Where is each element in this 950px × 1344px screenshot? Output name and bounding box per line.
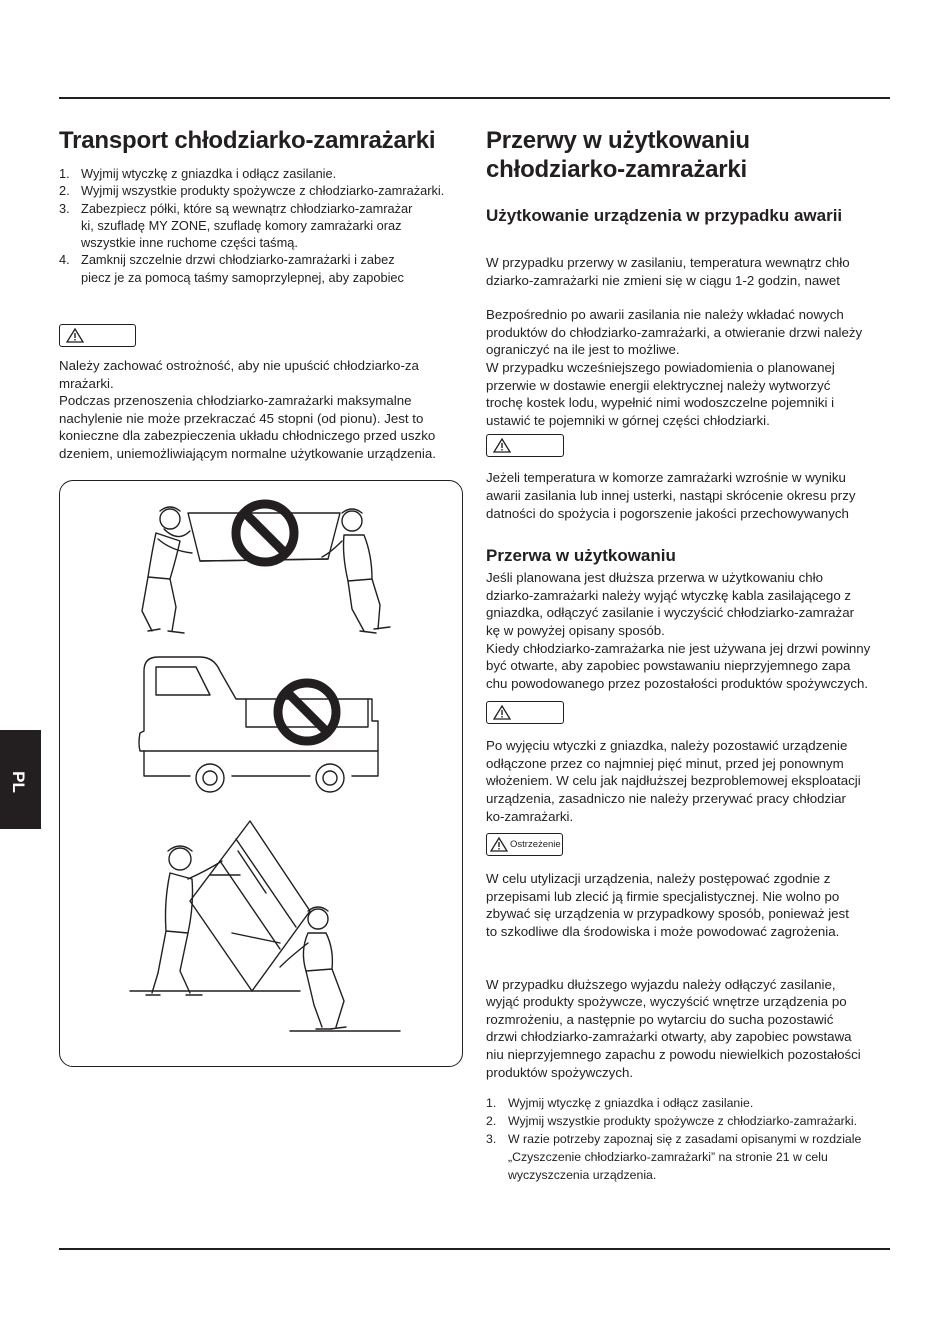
text-line: awarii zasilania lub innej usterki, nastąpi skrócenie okresu przy	[486, 487, 856, 503]
list-number: 3.	[486, 1132, 497, 1147]
top-rule	[59, 97, 890, 99]
text-line: datności do spożycia i pogorszenie jakości przechowywanych	[486, 505, 849, 521]
text-line: zbywać się urządzenia w przypadkowy sposób, ponieważ jest	[486, 906, 849, 922]
tilted-fridge-scene	[130, 821, 400, 1031]
absence-steps	[486, 1094, 896, 1184]
warning-box	[486, 701, 564, 724]
list-item-line: piecz je za pomocą taśmy samoprzylepnej, aby zapobiec	[81, 269, 404, 285]
list-item	[59, 182, 464, 199]
disposal-text	[486, 870, 896, 940]
list-number: 1.	[59, 166, 70, 181]
list-item-line: wyczyszczenia urządzenia.	[508, 1168, 657, 1183]
list-item	[59, 165, 464, 182]
text-line: to szkodliwe dla środowiska i może powodować zagrożenia.	[486, 924, 840, 940]
truck-scene	[139, 657, 378, 792]
list-item-line: Wyjmij wtyczkę z gniazdka i odłącz zasilanie.	[508, 1096, 754, 1111]
break-heading-line-2: chłodziarko-zamrażarki	[486, 156, 748, 183]
text-line: ustawić te pojemniki w górnej części chłodziarki.	[486, 412, 770, 428]
list-item	[59, 251, 464, 286]
list-number: 1.	[486, 1096, 497, 1111]
text-line: Jeśli planowana jest dłuższa przerwa w użytkowaniu chło	[486, 570, 824, 586]
text-line: przerwie w dostawie energii elektrycznej należy wytworzyć	[486, 377, 831, 393]
text-line: przepisami lub zlecić ją firmie specjalistycznej. Nie wolno po	[486, 888, 840, 904]
usage-break-subheading: Przerwa w użytkowaniu	[486, 546, 676, 566]
list-item-line: „Czyszczenie chłodziarko-zamrażarki” na stronie 21 w celu	[508, 1150, 828, 1165]
text-line: Podczas przenoszenia chłodziarko-zamrażarki maksymalne	[59, 393, 412, 409]
list-item	[486, 1130, 896, 1184]
list-item-line: Zamknij szczelnie drzwi chłodziarko-zamrażarki i zabez	[81, 252, 395, 268]
power-failure-subheading: Użytkowanie urządzenia w przypadku awarii	[486, 206, 843, 225]
list-item-line: Wyjmij wtyczkę z gniazdka i odłącz zasilanie.	[81, 166, 337, 181]
warning-triangle-icon	[493, 438, 511, 453]
text-line: dziarko-zamrażarki należy wyjąć wtyczkę kabla zasilającego z	[486, 587, 852, 603]
warning-triangle-icon	[490, 837, 508, 852]
warning-box	[486, 434, 564, 457]
text-line: dzeniem, uniemożliwiającym normalne użytkowanie urządzenia.	[59, 446, 436, 462]
language-tab-label: PL	[8, 771, 28, 793]
list-item	[486, 1094, 896, 1112]
power-failure-text	[486, 254, 896, 289]
list-item-line: Wyjmij wszystkie produkty spożywcze z chłodziarko-zamrażarki.	[508, 1114, 858, 1129]
text-line: trochę kostek lodu, wypełnić nimi wodoszczelne pojemniki i	[486, 395, 835, 411]
unplug-text	[486, 737, 896, 825]
text-line: W przypadku przerwy w zasilaniu, temperatura wewnątrz chło	[486, 255, 850, 270]
warning-label: Ostrzeżenie	[510, 839, 561, 851]
text-line: rozmrożeniu, a następnie po wytarciu do sucha pozostawić	[486, 1011, 834, 1027]
list-item-line: Zabezpiecz półki, które są wewnątrz chłodziarko-zamrażar	[81, 200, 413, 216]
text-line: wyjąć produkty spożywcze, wyczyścić wnętrze urządzenia po	[486, 994, 847, 1010]
bottom-rule	[59, 1248, 890, 1250]
language-tab	[0, 730, 41, 829]
text-line: W celu utylizacji urządzenia, należy postępować zgodnie z	[486, 871, 831, 887]
text-line: W przypadku wcześniejszego powiadomienia o planowanej	[486, 359, 835, 375]
long-absence-text	[486, 976, 896, 1082]
text-line: mrażarki.	[59, 375, 114, 391]
text-line: drzwi chłodziarko-zamrażarki otwarty, aby zapobiec powstawa	[486, 1029, 852, 1045]
list-item-line: W razie potrzeby zapoznaj się z zasadami opisanymi w rozdziale	[508, 1132, 862, 1147]
transport-steps	[59, 165, 464, 286]
usage-break-text	[486, 569, 896, 692]
carry-horizontal-scene	[142, 507, 390, 633]
list-item	[486, 1112, 896, 1130]
transport-illustration	[59, 480, 463, 1067]
text-line: Po wyjęciu wtyczki z gniazdka, należy pozostawić urządzenie	[486, 738, 848, 754]
list-number: 4.	[59, 252, 70, 268]
text-line: chu powodowanego przez pozostałości produktów spożywczych.	[486, 675, 869, 691]
break-heading-line-1: Przerwy w użytkowaniu	[486, 127, 750, 154]
right-column	[486, 126, 896, 1184]
list-item-line: Wyjmij wszystkie produkty spożywcze z chłodziarko-zamrażarki.	[81, 183, 445, 199]
text-line: ograniczyć na ile jest to możliwe.	[486, 342, 680, 358]
prohibited-icon	[278, 683, 336, 741]
text-line: urządzenia, zasadniczo nie należy przerywać pracy chłodziar	[486, 791, 846, 807]
break-heading	[486, 126, 896, 184]
warning-triangle-icon	[66, 328, 84, 343]
text-line: Kiedy chłodziarko-zamrażarka nie jest używana jej drzwi powinny	[486, 640, 871, 656]
text-line: Bezpośrednio po awarii zasilania nie należy wkładać nowych	[486, 307, 844, 323]
text-line: Jeżeli temperatura w komorze zamrażarki wzrośnie w wyniku	[486, 470, 846, 486]
text-line: kę w powyżej opisany sposób.	[486, 622, 665, 638]
text-line: dziarko-zamrażarki nie zmieni się w ciągu 1-2 godzin, nawet	[486, 272, 840, 288]
transport-warning-text	[59, 357, 464, 463]
temperature-warning-text	[486, 469, 896, 522]
left-column	[59, 126, 464, 463]
transport-heading: Transport chłodziarko-zamrażarki	[59, 127, 436, 154]
warning-box-labeled	[486, 833, 563, 856]
warning-box	[59, 324, 136, 347]
text-line: produktów do chłodziarko-zamrażarki, a otwieranie drzwi należy	[486, 324, 863, 340]
text-line: Należy zachować ostrożność, aby nie upuścić chłodziarko-za	[59, 358, 419, 374]
text-line: niu nieprzyjemnego zapachu z powodu niewielkich pozostałości	[486, 1047, 861, 1062]
list-number: 2.	[59, 183, 70, 199]
text-line: W przypadku dłuższego wyjazdu należy odłączyć zasilanie,	[486, 976, 836, 992]
text-line: produktów spożywczych.	[486, 1064, 634, 1080]
text-line: nachylenie nie może przekraczać 45 stopni (od pionu). Jest to	[59, 410, 424, 426]
text-line: być otwarte, aby zapobiec powstawaniu nieprzyjemnego zapa	[486, 658, 851, 674]
list-item-line: wszystkie inne ruchome części taśmą.	[81, 235, 298, 251]
text-line: gniazdka, odłączyć zasilanie i wyczyścić chłodziarko-zamrażar	[486, 605, 855, 621]
text-line: ko-zamrażarki.	[486, 808, 574, 824]
list-item	[59, 200, 464, 252]
list-number: 3.	[59, 200, 70, 216]
list-item-line: ki, szufladę MY ZONE, szufladę komory zamrażarki oraz	[81, 217, 402, 233]
text-line: włożeniem. W celu jak najdłuższej bezproblemowej eksploatacji	[486, 773, 861, 789]
warning-triangle-icon	[493, 705, 511, 720]
text-line: konieczne dla zabezpieczenia układu chłodniczego przed uszko	[59, 428, 436, 444]
power-failure-advice	[486, 306, 896, 429]
text-line: odłączone przez co najmniej pięć minut, przed jej ponownym	[486, 755, 844, 771]
list-number: 2.	[486, 1114, 497, 1129]
